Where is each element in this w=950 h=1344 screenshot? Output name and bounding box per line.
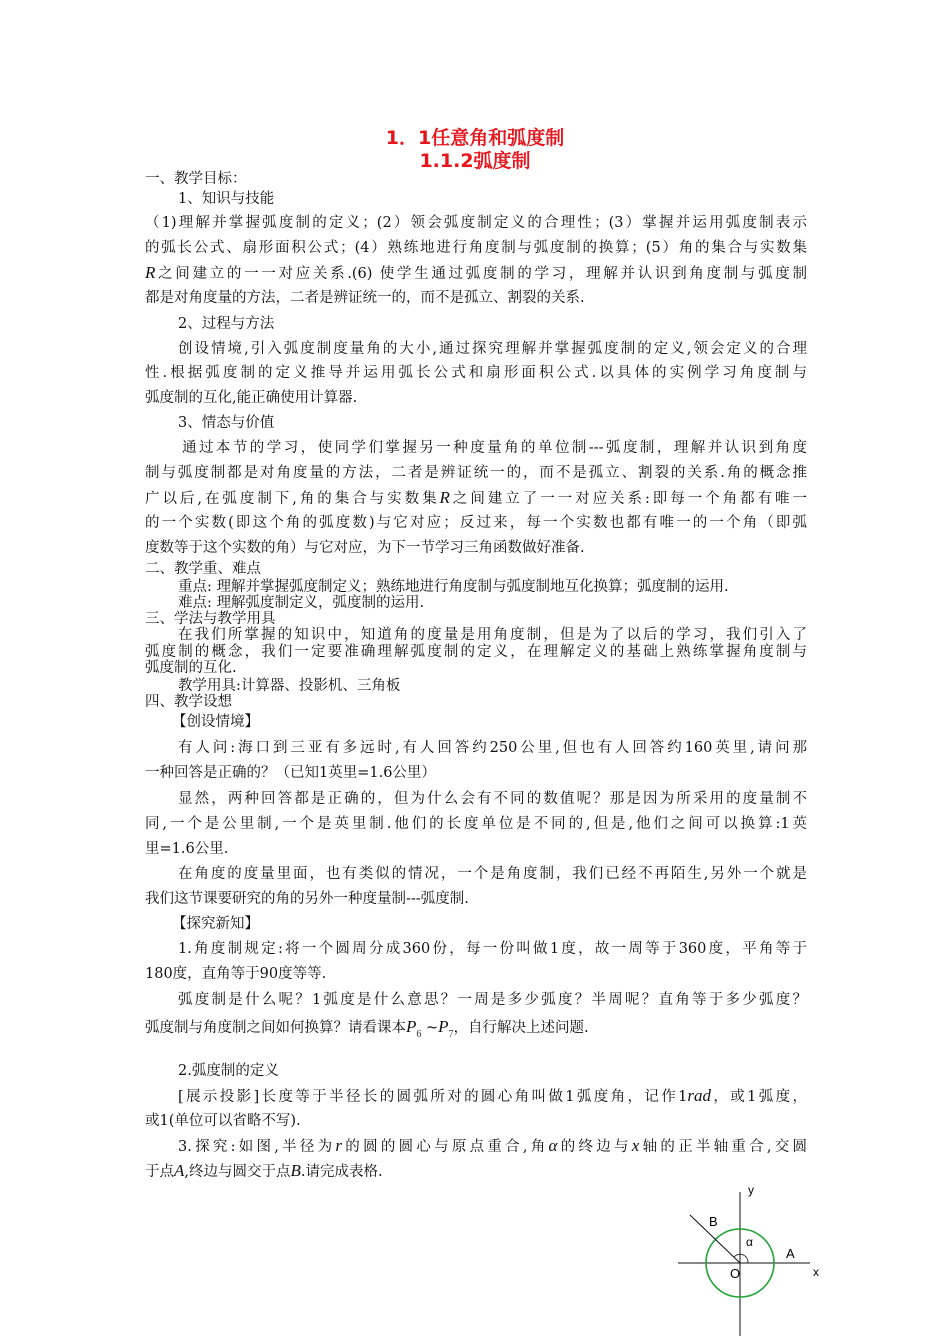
unit-circle-figure bbox=[660, 1178, 840, 1340]
paragraph-line: 或1(单位可以省略不写). bbox=[145, 1113, 301, 1129]
math-rad: rad bbox=[687, 1086, 712, 1105]
math-var-alpha: α bbox=[548, 1136, 558, 1155]
paragraph-line: 制与弧度制都是对角度量的方法，二者是辨证统一的，而不是孤立、割裂的关系.角的概念推 bbox=[145, 465, 807, 481]
paragraph-line: 里=1.6公里. bbox=[145, 841, 229, 857]
section-title: 1．1任意角和弧度制 bbox=[385, 127, 565, 149]
paragraph-line: 一种回答是正确的？（已知1英里=1.6公里） bbox=[145, 765, 436, 781]
heading-teaching-plan: 四、教学设想 bbox=[145, 694, 232, 710]
math-var-r: R bbox=[145, 263, 156, 282]
math-var-p: P bbox=[438, 1017, 449, 1036]
heading-create-situation: 【创设情境】 bbox=[172, 714, 259, 730]
heading-key-difficult: 二、教学重、难点 bbox=[145, 561, 261, 577]
origin-label: O bbox=[730, 1266, 741, 1281]
paragraph-line: 1.角度制规定:将一个圆周分成360份，每一份叫做1度，故一周等于360度，平角等于 bbox=[178, 941, 807, 957]
paragraph-line: R之间建立的一一对应关系.(6) 使学生通过弧度制的学习，理解并认识到角度制与弧度制 bbox=[145, 263, 807, 282]
paragraph-line: 都是对角度量的方法，二者是辨证统一的，而不是孤立、割裂的关系. bbox=[145, 290, 585, 306]
paragraph-line: 同,一个是公里制,一个是英里制.他们的长度单位是不同的,但是,他们之间可以换算:1英 bbox=[145, 816, 807, 832]
paragraph-line: 我们这节课要研究的角的另外一种度量制---弧度制. bbox=[145, 891, 469, 907]
key-points-text: 重点: 理解并掌握弧度制定义；熟练地进行角度制与弧度制地互化换算；弧度制的运用. bbox=[178, 579, 729, 595]
angle-alpha-label: α bbox=[746, 1235, 753, 1249]
paragraph-line: 弧度制的互化. bbox=[145, 660, 237, 676]
math-var-x: x bbox=[631, 1136, 640, 1155]
heading-radian-definition: 2.弧度制的定义 bbox=[178, 1063, 279, 1079]
math-point-a: A bbox=[174, 1161, 185, 1180]
paragraph-line: 在角度的度量里面，也有类似的情况，一个是角度制，我们已经不再陌生,另外一个就是 bbox=[178, 866, 807, 882]
paragraph-line: 弧度制与角度制之间如何换算？请看课本$P_6$ $\sim P_7$，自行解决上述问题. bbox=[145, 1017, 589, 1040]
paragraph-line: （1)理解并掌握弧度制的定义；(2）领会弧度制定义的合理性；(3）掌握并运用弧度制表示 bbox=[145, 215, 807, 231]
paragraph-line: [展示投影]长度等于半径长的圆弧所对的圆心角叫做1弧度角，记作1rad，或1弧度， bbox=[178, 1086, 807, 1105]
math-var-r: R bbox=[439, 488, 450, 507]
point-b-label: B bbox=[709, 1214, 718, 1229]
paragraph-line: 在我们所掌握的知识中，知道角的度量是用角度制，但是为了以后的学习，我们引入了 bbox=[178, 627, 807, 643]
point-a-label: A bbox=[786, 1246, 795, 1261]
heading-objectives: 一、教学目标： bbox=[145, 171, 247, 187]
teaching-tools-text: 教学用具:计算器、投影机、三角板 bbox=[178, 678, 401, 694]
paragraph-line: 显然，两种回答都是正确的，但为什么会有不同的数值呢？那是因为所采用的度量制不 bbox=[178, 791, 807, 807]
paragraph-line: 180度，直角等于90度等等. bbox=[145, 966, 327, 982]
paragraph-line: 创设情境,引入弧度制度量角的大小,通过探究理解并掌握弧度制的定义,领会定义的合理 bbox=[178, 341, 807, 357]
paragraph-line: 性.根据弧度制的定义推导并运用弧长公式和扇形面积公式.以具体的实例学习角度制与 bbox=[145, 365, 807, 381]
paragraph-line: 3.探究:如图,半径为r的圆的圆心与原点重合,角α的终边与x轴的正半轴重合,交圆 bbox=[178, 1136, 808, 1155]
math-var-p: P bbox=[406, 1017, 417, 1036]
heading-attitude-value: 3、情态与价值 bbox=[178, 415, 275, 431]
y-label: y bbox=[748, 1183, 754, 1197]
heading-methods-tools: 三、学法与教学用具 bbox=[145, 611, 276, 627]
heading-knowledge-skills: 1、知识与技能 bbox=[178, 191, 275, 207]
paragraph-line: 有人问:海口到三亚有多远时,有人回答约250公里,但也有人回答约160英里,请问那 bbox=[178, 740, 807, 756]
paragraph-line: 的一个实数(即这个角的弧度数)与它对应；反过来，每一个实数也都有唯一的一个角（即弧 bbox=[145, 515, 807, 531]
paragraph-line: 于点A,终边与圆交于点B.请完成表格. bbox=[145, 1161, 383, 1180]
paragraph-line: 度数等于这个实数的角）与它对应，为下一节学习三角函数做好准备. bbox=[145, 540, 585, 556]
paragraph-line: 弧度制的概念，我们一定要准确理解弧度制的定义，在理解定义的基础上熟练掌握角度制与 bbox=[145, 644, 807, 660]
math-point-b: B bbox=[290, 1161, 301, 1180]
paragraph-line: 通过本节的学习，使同学们掌握另一种度量角的单位制---弧度制，理解并认识到角度 bbox=[182, 440, 807, 456]
paragraph-line: 广以后,在弧度制下,角的集合与实数集R之间建立了一一对应关系:即每一个角都有唯一 bbox=[145, 488, 807, 507]
paragraph-line: 的弧长公式、扇形面积公式；(4）熟练地进行角度制与弧度制的换算；(5）角的集合与实数集 bbox=[145, 240, 807, 256]
paragraph-line: 弧度制的互化,能正确使用计算器. bbox=[145, 390, 358, 406]
x-label: x bbox=[813, 1265, 819, 1279]
difficult-points-text: 难点: 理解弧度制定义，弧度制的运用. bbox=[178, 595, 425, 611]
math-var-r: r bbox=[335, 1136, 343, 1155]
paragraph-line: 弧度制是什么呢？1弧度是什么意思？一周是多少弧度？半周呢？直角等于多少弧度？ bbox=[178, 992, 807, 1008]
heading-process-method: 2、过程与方法 bbox=[178, 316, 275, 332]
subsection-title: 1.1.2弧度制 bbox=[419, 150, 531, 172]
heading-explore-new: 【探究新知】 bbox=[172, 916, 259, 932]
